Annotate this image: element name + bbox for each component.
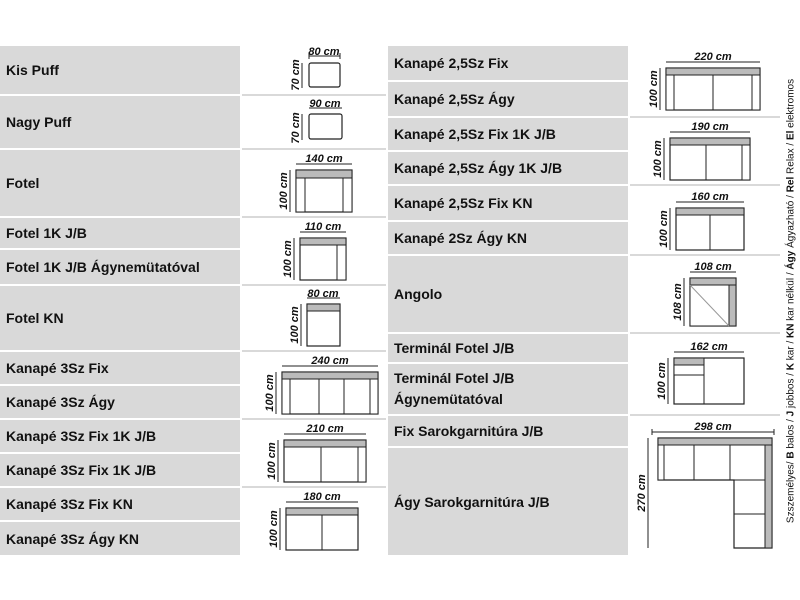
sofa-no-arm-icon	[630, 186, 780, 254]
row-label: Kanapé 2,5Sz Fix	[394, 55, 509, 71]
terminal-chaise-icon	[630, 334, 780, 414]
diagram-kanape-3sz-1k	[242, 420, 386, 486]
row-label: Kanapé 3Sz Ágy KN	[6, 530, 140, 547]
width-label: 180 cm	[303, 491, 341, 503]
row-fotel-kn	[0, 286, 240, 350]
diagram-fotel-kn	[242, 286, 386, 350]
row-label: Nagy Puff	[6, 114, 72, 130]
row-label: Ágy Sarokgarnitúra J/B	[394, 493, 550, 510]
width-label: 298 cm	[694, 421, 732, 433]
depth-label: 100 cm	[656, 362, 668, 400]
depth-label: 100 cm	[648, 70, 660, 108]
puff-icon	[242, 46, 386, 94]
legend-part: balos /	[785, 415, 796, 451]
sofa-two-half-seat-icon	[630, 46, 780, 116]
row-kanape-3sz-fix-1k-b	[0, 454, 240, 486]
armchair-no-arm-icon	[242, 286, 386, 350]
depth-label: 108 cm	[672, 283, 684, 321]
row-label: Fotel 1K J/B Ágynemütatóval	[6, 259, 200, 275]
width-label: 80 cm	[308, 46, 340, 58]
row-label-line2: Ágynemütatóval	[394, 391, 503, 407]
row-kanape-3sz-fix	[0, 352, 240, 384]
width-label: 220 cm	[694, 51, 732, 63]
depth-label: 100 cm	[652, 140, 664, 178]
row-label: Kanapé 3Sz Fix	[6, 360, 109, 376]
legend-part: K	[785, 362, 796, 370]
depth-label: 70 cm	[290, 59, 302, 91]
row-kanape-25-agy	[388, 82, 628, 116]
row-kanape-2sz-agy-kn	[388, 222, 628, 254]
row-label: Kanapé 2,5Sz Ágy 1K J/B	[394, 160, 563, 176]
row-label: Kanapé 2,5Sz Fix 1K J/B	[394, 126, 556, 142]
diagram-kanape-3sz-kn	[242, 488, 386, 555]
sofa-three-seat-one-arm-icon	[242, 420, 386, 486]
row-label: Kanapé 2,5Sz Ágy	[394, 91, 515, 107]
depth-label: 100 cm	[278, 172, 290, 210]
diagram-fotel	[242, 150, 386, 216]
row-label: Kis Puff	[6, 62, 59, 78]
diagram-terminal	[630, 334, 780, 414]
width-label: 108 cm	[694, 261, 732, 273]
legend-part: kar /	[785, 337, 796, 363]
row-kanape-3sz-agy	[0, 386, 240, 418]
row-label: Kanapé 2Sz Ágy KN	[394, 230, 528, 246]
width-label: 190 cm	[691, 121, 729, 133]
row-angolo	[388, 256, 628, 332]
row-kanape-3sz-fix-kn	[0, 488, 240, 520]
diagram-kanape-25-1k	[630, 118, 780, 184]
sofa-three-seat-icon	[242, 352, 386, 418]
legend-part: kar nélkül /	[785, 269, 796, 323]
row-kanape-3sz-agy-kn	[0, 522, 240, 555]
armchair-one-arm-icon	[242, 218, 386, 284]
depth-label: 100 cm	[268, 510, 280, 548]
row-terminal-fotel-agy	[388, 364, 628, 414]
width-label: 160 cm	[691, 191, 729, 203]
legend-part: Szszemélyes/	[785, 458, 796, 523]
corner-piece-icon	[630, 256, 780, 332]
diagram-kis-puff	[242, 46, 386, 94]
depth-label: 100 cm	[266, 442, 278, 480]
depth-label: 70 cm	[290, 112, 302, 144]
diagram-kanape-3sz	[242, 352, 386, 418]
depth-label: 100 cm	[282, 240, 294, 278]
row-label: Terminál Fotel J/B	[394, 340, 515, 356]
legend-sidebar	[781, 46, 800, 555]
row-label: Kanapé 3Sz Fix 1K J/B	[6, 428, 157, 444]
width-label: 162 cm	[690, 341, 728, 353]
row-label: Kanapé 3Sz Ágy	[6, 394, 115, 410]
diagram-angolo	[630, 256, 780, 332]
row-label: Terminál Fotel J/B	[394, 370, 515, 386]
width-label: 90 cm	[309, 98, 341, 110]
row-kanape-25-fix-1k	[388, 118, 628, 150]
row-terminal-fotel	[388, 334, 628, 362]
row-label: Fotel	[6, 175, 40, 191]
row-label: Kanapé 3Sz Fix 1K J/B	[6, 462, 157, 478]
row-agy-sarok	[388, 448, 628, 555]
legend-part: elektromos	[785, 78, 796, 131]
row-kanape-25-fix-kn	[388, 186, 628, 220]
width-label: 140 cm	[305, 153, 343, 165]
legend-part: B	[785, 450, 796, 459]
depth-label: 270 cm	[636, 474, 648, 512]
width-label: 80 cm	[307, 288, 339, 300]
legend-part: Rel	[785, 176, 796, 192]
legend-part: Relax /	[785, 139, 796, 177]
corner-sofa-icon	[630, 416, 780, 555]
row-label: Fix Sarokgarnitúra J/B	[394, 423, 544, 439]
depth-label: 100 cm	[289, 306, 301, 344]
legend-part: Ágyazható /	[785, 191, 796, 251]
legend-part: J	[785, 410, 796, 416]
width-label: 110 cm	[304, 221, 342, 233]
depth-label: 100 cm	[264, 374, 276, 412]
legend-part: KN	[785, 323, 796, 338]
puff-icon	[242, 96, 386, 148]
row-kanape-25-agy-1k	[388, 152, 628, 184]
legend-part: Ágy	[785, 250, 796, 270]
diagram-kanape-25-kn	[630, 186, 780, 254]
width-label: 240 cm	[311, 355, 349, 367]
legend-part: El	[785, 130, 796, 140]
row-fotel	[0, 150, 240, 216]
diagram-nagy-puff	[242, 96, 386, 148]
row-kis-puff	[0, 46, 240, 94]
row-label: Fotel KN	[6, 310, 64, 326]
armchair-icon	[242, 150, 386, 216]
legend-part: jobbos /	[785, 369, 796, 411]
diagram-fotel-1k	[242, 218, 386, 284]
row-fotel-1k-agy	[0, 250, 240, 284]
sofa-no-arm-icon	[242, 488, 386, 555]
sofa-two-half-one-arm-icon	[630, 118, 780, 184]
row-label: Kanapé 3Sz Fix KN	[6, 496, 133, 512]
diagram-sarok	[630, 416, 780, 555]
row-kanape-25-fix	[388, 46, 628, 80]
row-fix-sarok	[388, 416, 628, 446]
diagram-kanape-25	[630, 46, 780, 116]
row-label: Fotel 1K J/B	[6, 225, 87, 241]
depth-label: 100 cm	[658, 210, 670, 248]
row-fotel-1k	[0, 218, 240, 248]
row-nagy-puff	[0, 96, 240, 148]
row-kanape-3sz-fix-1k	[0, 420, 240, 452]
legend-text	[785, 78, 796, 522]
row-label: Kanapé 2,5Sz Fix KN	[394, 195, 533, 211]
row-label: Angolo	[394, 286, 443, 302]
width-label: 210 cm	[306, 423, 344, 435]
